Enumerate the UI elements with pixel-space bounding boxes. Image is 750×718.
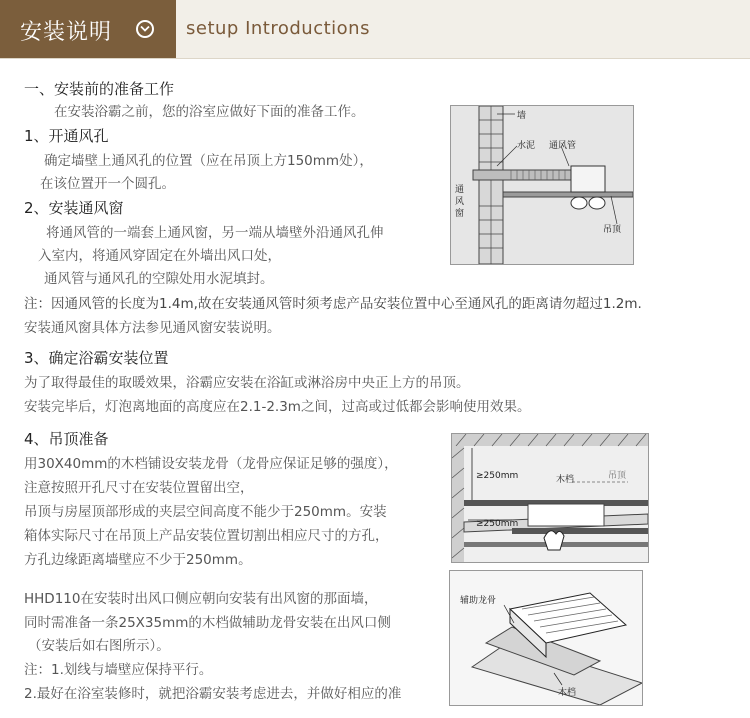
step4-note-line2: 2.最好在浴室装修时，就把浴霸安装考虑进去，并做好相应的准 <box>24 686 402 702</box>
fig1-label-wall: 墙 <box>517 111 527 121</box>
figure-duct-diagram <box>450 105 634 265</box>
fig1-label-window-2: 风 <box>455 197 465 207</box>
step3-line1: 为了取得最佳的取暖效果，浴霸应安装在浴缸或淋浴房中央正上方的吊顶。 <box>24 375 470 391</box>
header-banner <box>0 0 750 59</box>
step4-note-line1: 注：1.划线与墙壁应保持平行。 <box>24 662 213 678</box>
step4-line3: 吊顶与房屋顶部形成的夹层空间高度不能少于250mm。安装 <box>24 504 387 520</box>
step3-line2: 安装完毕后，灯泡离地面的高度应在2.1-2.3m之间，过高或过低都会影响使用效果。 <box>24 399 531 415</box>
step4-line6: HHD110在安装时出风口侧应朝向安装有出风窗的那面墙， <box>24 591 378 607</box>
fig1-label-ceiling: 吊顶 <box>603 225 622 235</box>
fig2-label-dim2: ≥250mm <box>476 519 519 529</box>
step2-heading: 2、安装通风窗 <box>24 199 124 217</box>
title-block <box>0 0 176 58</box>
step4-line5: 方孔边缘距离墙壁应不少于250mm。 <box>24 552 252 568</box>
step4-heading: 4、吊顶准备 <box>24 430 109 448</box>
figure-ceiling-diagram <box>451 433 649 563</box>
step1-line2: 在该位置开一个圆孔。 <box>40 176 175 192</box>
fig1-label-cement: 水泥 <box>517 141 536 151</box>
page-title: 安装说明 <box>20 20 113 45</box>
section1-intro: 在安装浴霸之前，您的浴室应做好下面的准备工作。 <box>54 104 365 120</box>
step2-line3: 通风管与通风孔的空隙处用水泥填封。 <box>44 271 274 287</box>
step4-line2: 注意按照开孔尺寸在安装位置留出空， <box>24 480 254 496</box>
step4-line1: 用30X40mm的木档铺设安装龙骨（龙骨应保证足够的强度）， <box>24 456 398 472</box>
step1-heading: 1、开通风孔 <box>24 127 109 145</box>
fig1-label-window-3: 窗 <box>455 209 465 219</box>
fig3-label-wood: 木档 <box>558 688 577 698</box>
step4-line7: 同时需准备一条25X35mm的木档做辅助龙骨安装在出风口侧 <box>24 615 391 631</box>
fig3-label-aux: 辅助龙骨 <box>460 596 497 606</box>
step4-line4: 箱体实际尺寸在吊顶上产品安装位置切割出相应尺寸的方孔， <box>24 528 389 544</box>
fig1-label-window-1: 通 <box>455 185 465 195</box>
fig1-label-duct: 通风管 <box>549 141 577 151</box>
step1-line1: 确定墙壁上通风孔的位置（应在吊顶上方150mm处）， <box>44 153 373 169</box>
step3-heading: 3、确定浴霸安装位置 <box>24 349 169 367</box>
chevron-down-icon[interactable] <box>136 20 154 38</box>
step2-line2: 入室内，将通风穿固定在外墙出风口处， <box>38 248 281 264</box>
step4-line8: （安装后如右图所示）。 <box>28 638 170 654</box>
note1-line2: 安装通风窗具体方法参见通风窗安装说明。 <box>24 320 281 336</box>
fig2-label-ceiling: 吊顶 <box>608 471 627 481</box>
note1-line1: 注：因通风管的长度为1.4m,故在安装通风管时须考虑产品安装位置中心至通风孔的距离请勿超过1.2m. <box>24 296 642 312</box>
fig2-label-wood: 木档 <box>556 475 575 485</box>
step2-line1: 将通风管的一端套上通风窗，另一端从墙壁外沿通风孔伸 <box>46 225 384 241</box>
page-subtitle: setup Introductions <box>186 18 370 39</box>
fig2-label-dim1: ≥250mm <box>476 471 519 481</box>
figure-install-diagram <box>449 570 643 706</box>
section1-heading: 一、安装前的准备工作 <box>24 80 175 98</box>
